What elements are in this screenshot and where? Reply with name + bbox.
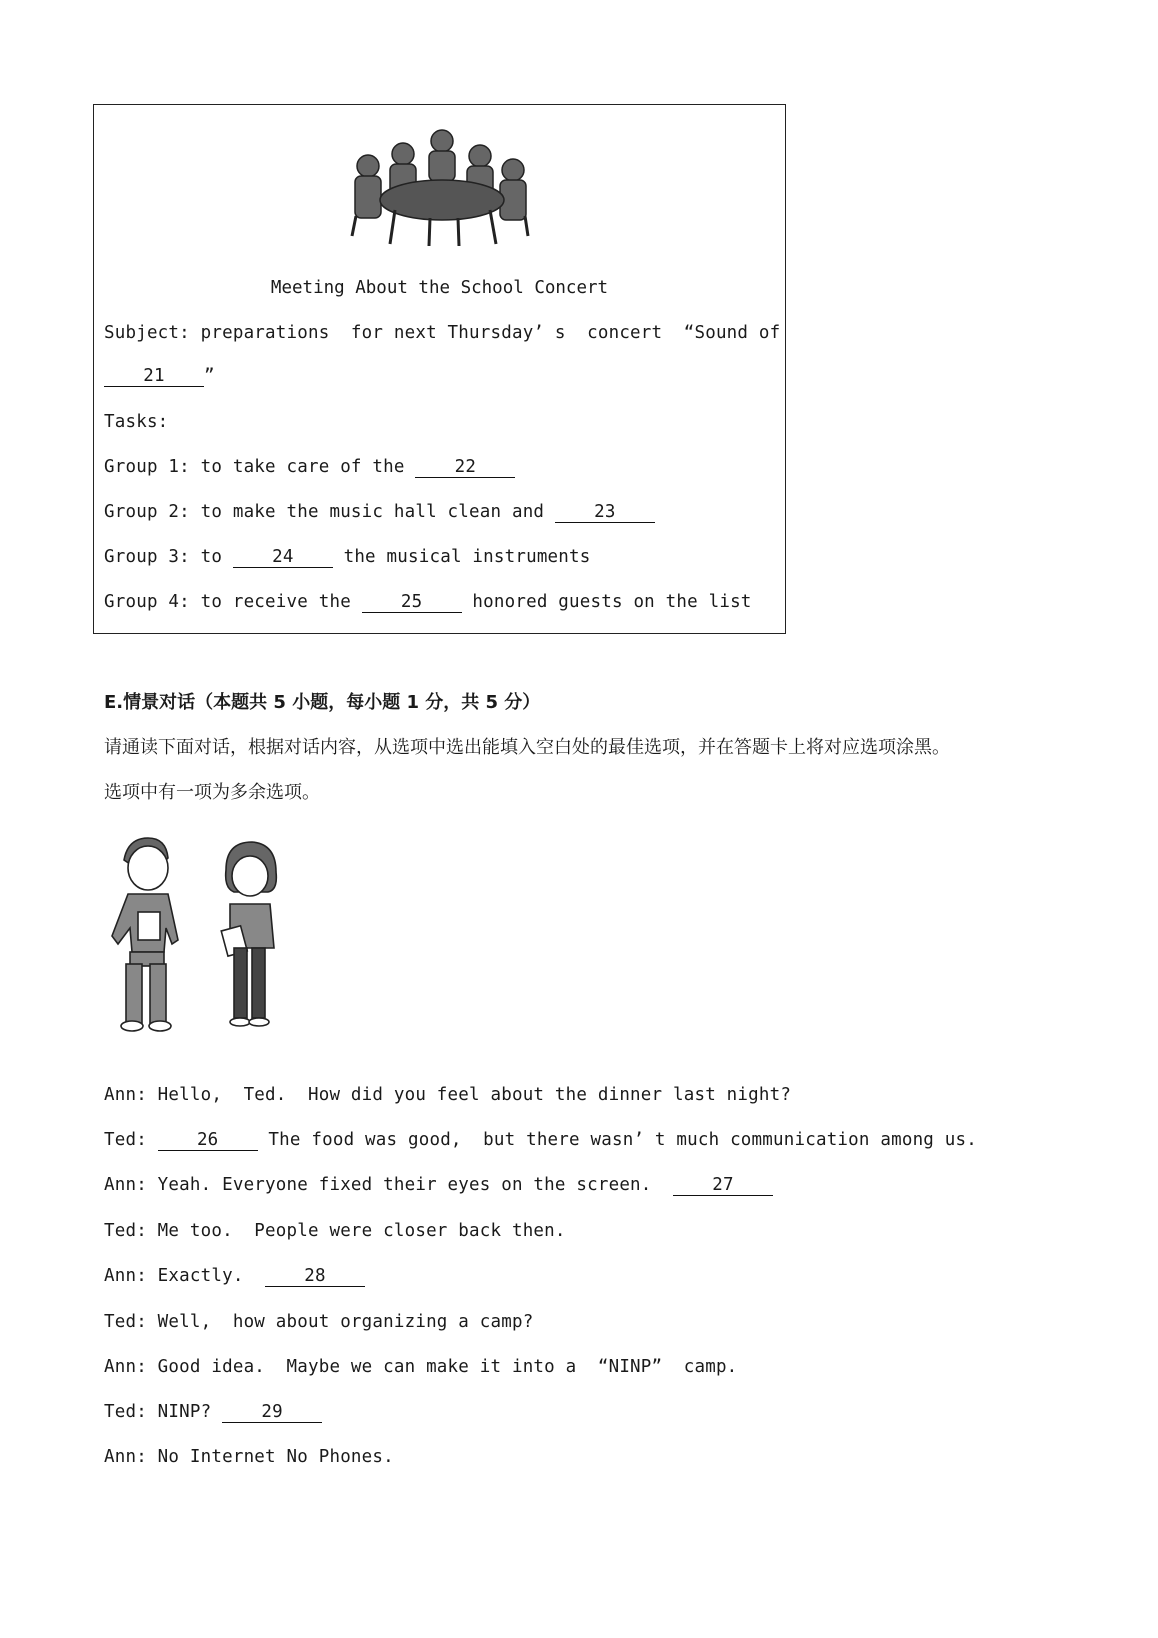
- dialogue-line: [104, 1312, 533, 1332]
- blank-25: 25: [362, 592, 462, 613]
- section-heading: E.情景对话（本题共 5 小题，每小题 1 分，共 5 分）: [104, 692, 541, 713]
- dialogue-illustration: [106, 832, 296, 1032]
- task-text-after: honored guests on the list: [461, 592, 752, 612]
- dialogue-text: Ted: NINP?: [104, 1402, 223, 1422]
- notice-title: Meeting About the School Concert: [270, 278, 609, 298]
- dialogue-line: [104, 1357, 737, 1377]
- dialogue-text: Ted:: [104, 1130, 158, 1150]
- dialogue-line: [104, 1266, 365, 1287]
- dialogue-text: Ann: Exactly.: [104, 1266, 266, 1286]
- dialogue-text: Ann: Yeah. Everyone fixed their eyes on the screen.: [104, 1175, 674, 1195]
- task-text: Group 4: to receive the: [104, 592, 362, 612]
- blank-27: 27: [673, 1175, 773, 1196]
- dialogue-line: [104, 1447, 394, 1467]
- blank-23: 23: [555, 502, 655, 523]
- tasks-label: Tasks:: [104, 412, 169, 432]
- task-text: Group 2: to make the music hall clean and: [104, 502, 555, 522]
- notice-subject-blank-line: [104, 366, 215, 387]
- blank-21: 21: [104, 366, 204, 387]
- notice-subject: Subject: preparations for next Thursday’ s concert “Sound of: [104, 323, 781, 343]
- blank-29: 29: [222, 1402, 322, 1423]
- dialogue-text: Ann: No Internet No Phones.: [104, 1447, 394, 1467]
- dialogue-text: Ann: Hello, Ted. How did you feel about the dinner last night?: [104, 1085, 792, 1105]
- blank-24: 24: [233, 547, 333, 568]
- task-text: Group 3: to: [104, 547, 233, 567]
- dialogue-line: [104, 1402, 322, 1423]
- blank-26: 26: [158, 1130, 258, 1151]
- task-text: Group 1: to take care of the: [104, 457, 416, 477]
- dialogue-line: [104, 1175, 773, 1196]
- meeting-illustration: [350, 128, 530, 248]
- section-note: 选项中有一项为多余选项。: [104, 782, 320, 803]
- dialogue-text-after: The food was good, but there wasn’ t much communication among us.: [257, 1130, 977, 1150]
- task-group-3: [104, 547, 591, 568]
- dialogue-line: [104, 1130, 977, 1151]
- section-instruction: 请通读下面对话，根据对话内容，从选项中选出能填入空白处的最佳选项，并在答题卡上将对应选项涂黑。: [104, 737, 950, 758]
- task-group-4: [104, 592, 752, 613]
- dialogue-text: Ted: Me too. People were closer back then.: [104, 1221, 566, 1241]
- task-group-1: [104, 457, 515, 478]
- task-text-after: the musical instruments: [332, 547, 591, 567]
- blank-22: 22: [415, 457, 515, 478]
- blank-28: 28: [265, 1266, 365, 1287]
- dialogue-text: Ann: Good idea. Maybe we can make it into a “NINP” camp.: [104, 1357, 738, 1377]
- dialogue-line: [104, 1085, 791, 1105]
- subject-close-quote: ”: [204, 366, 215, 386]
- dialogue-line: [104, 1221, 566, 1241]
- dialogue-text: Ted: Well, how about organizing a camp?: [104, 1312, 534, 1332]
- task-group-2: [104, 502, 655, 523]
